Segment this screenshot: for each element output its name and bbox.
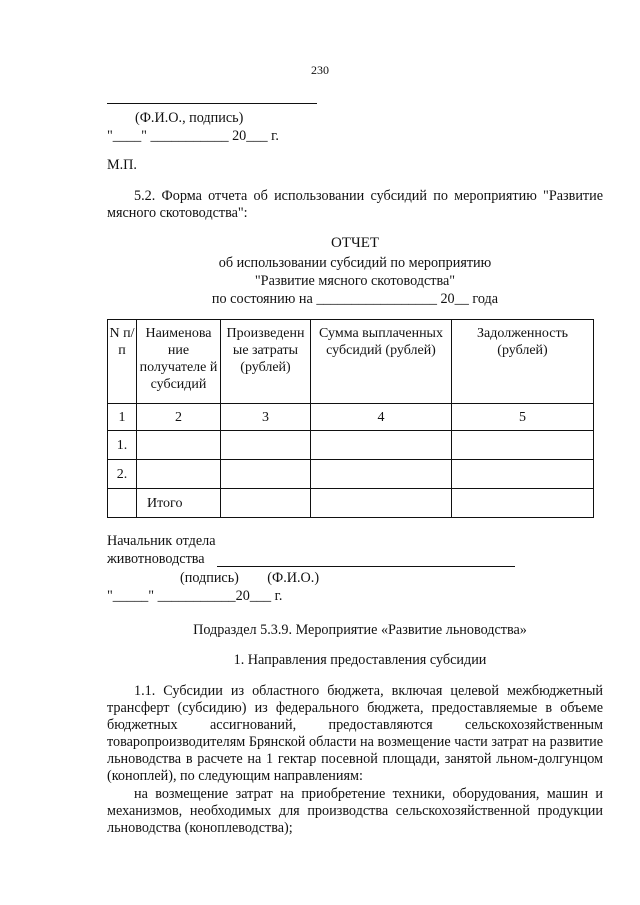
- header-cell: Сумма выплаченных субсидий (рублей): [311, 320, 452, 404]
- header-cell: Наименова ние получателе й субсидий: [137, 320, 221, 404]
- report-subtitle-2: "Развитие мясного скотоводства": [254, 273, 456, 289]
- header-cell: Задолженность (рублей): [452, 320, 594, 404]
- header-cell: N п/п: [108, 320, 137, 404]
- column-number: 2: [137, 404, 221, 431]
- signature-line: [107, 103, 317, 104]
- table-cell: [137, 431, 221, 460]
- table-cell: [221, 489, 311, 518]
- table-cell: [108, 489, 137, 518]
- table-cell: [221, 460, 311, 489]
- table-cell: [452, 489, 594, 518]
- date-line: "____" ___________ 20___ г.: [107, 128, 279, 144]
- chief-signature-line: [217, 566, 515, 567]
- table-row: [108, 460, 594, 489]
- intro-text: 5.2. Форма отчета об использовании субсидий по мероприятию "Развитие мясного скотоводства":: [107, 188, 603, 221]
- table-cell: [311, 460, 452, 489]
- subsidy-report-table: [107, 319, 594, 518]
- chief-title-line-1: Начальник отдела: [107, 533, 216, 549]
- total-label: Итого: [137, 489, 221, 518]
- table-cell: 2.: [108, 460, 137, 489]
- table-cell: [452, 460, 594, 489]
- table-cell: [311, 431, 452, 460]
- column-number: 5: [452, 404, 594, 431]
- table-cell: [311, 489, 452, 518]
- body-text: [107, 683, 603, 837]
- table-cell: [137, 460, 221, 489]
- report-subtitle-1: об использовании субсидий по мероприятию: [218, 255, 492, 271]
- chief-signature-caption: (подпись) (Ф.И.О.): [180, 570, 320, 586]
- paragraph: на возмещение затрат на приобретение техники, оборудования, машин и механизмов, необходимых для производства сельскохозяйственной продукции льноводства (коноплеводства);: [107, 786, 603, 836]
- table-cell: [452, 431, 594, 460]
- report-form-intro: [107, 188, 603, 222]
- table-row: [108, 431, 594, 460]
- page-number: 230: [311, 63, 329, 77]
- column-number: 3: [221, 404, 311, 431]
- report-as-of-date: по состоянию на _________________ 20__ года: [211, 291, 499, 307]
- table-header-row: [108, 320, 594, 404]
- header-cell: Произведенн ые затраты (рублей): [221, 320, 311, 404]
- paragraph: 1.1. Субсидии из областного бюджета, включая целевой межбюджетный трансферт (субсидию) из федерального бюджета, предоставляемые в объеме бюджетных ассигнований, предоставляются сельскохозяйственным товаропроизводителям Брянской области на возмещение части затрат на развитие льноводства в расчете на 1 гектар посевной площади, занятой льном-долгунцом (коноплей), по следующим направлениям:: [107, 683, 603, 784]
- table-cell: [221, 431, 311, 460]
- report-title: ОТЧЕТ: [330, 235, 380, 251]
- subsection-title: Подраздел 5.3.9. Мероприятие «Развитие льноводства»: [193, 622, 527, 638]
- stamp-place: М.П.: [107, 157, 137, 173]
- directions-title: 1. Направления предоставления субсидии: [233, 652, 487, 668]
- column-number: 4: [311, 404, 452, 431]
- column-numbering-row: [108, 404, 594, 431]
- table-total-row: [108, 489, 594, 518]
- chief-title-line-2: животноводства: [107, 551, 205, 567]
- table-cell: 1.: [108, 431, 137, 460]
- chief-date-line: "_____" ___________20___ г.: [107, 588, 283, 604]
- column-number: 1: [108, 404, 137, 431]
- fio-signature-caption: (Ф.И.О., подпись): [135, 110, 244, 126]
